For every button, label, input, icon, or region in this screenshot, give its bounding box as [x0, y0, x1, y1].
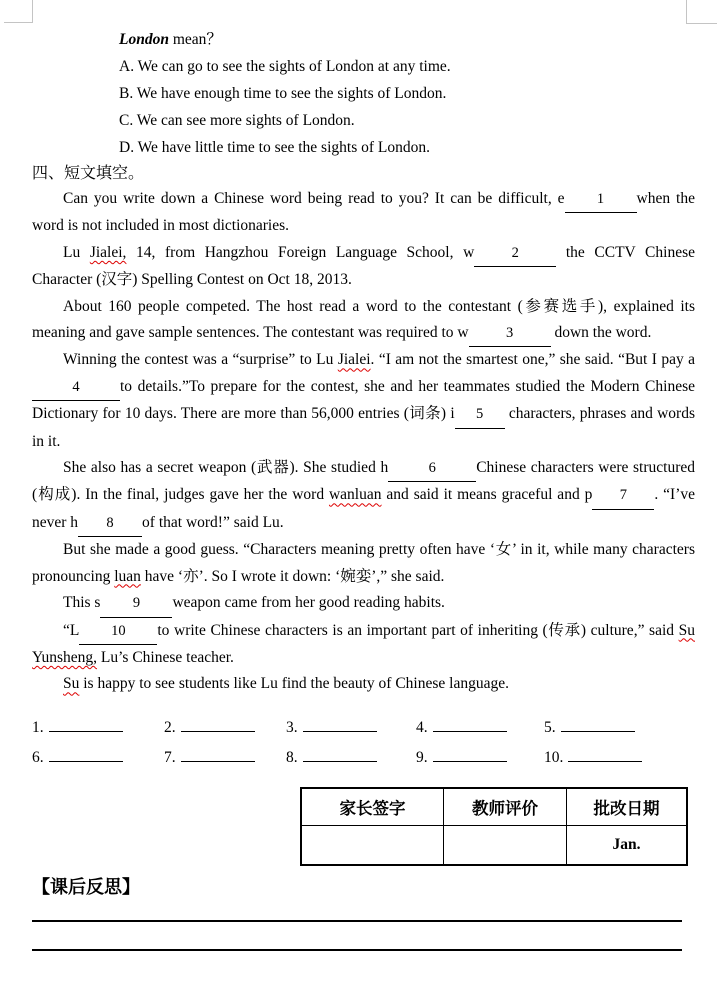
grading-table-header-row: [301, 788, 687, 826]
fill-blank-9[interactable]: 9: [100, 590, 172, 617]
spellcheck-underlined-word: luan: [114, 567, 141, 585]
answer-blank-9[interactable]: [433, 747, 507, 762]
answer-blanks-area: [32, 713, 695, 773]
fill-blank-1[interactable]: 1: [565, 186, 637, 213]
spellcheck-underlined-word: Jialei: [337, 351, 371, 369]
fill-blank-10[interactable]: 10: [79, 618, 157, 645]
reflection-heading: 【课后反思】: [32, 876, 140, 897]
margin-crop-mark-right-vertical: [686, 0, 687, 23]
fill-blank-7[interactable]: 7: [592, 482, 654, 509]
answer-blank-10[interactable]: [568, 747, 642, 762]
answer-item-6: [32, 743, 164, 773]
grading-table: [300, 787, 688, 866]
answer-item-1: [32, 713, 164, 743]
answer-item-10: [544, 743, 642, 773]
question-stem: [119, 26, 695, 53]
answer-number-4: 4.: [416, 718, 428, 736]
reflection-writing-line-1[interactable]: [32, 920, 682, 922]
answer-item-9: [416, 743, 544, 773]
table-header-teacher-evaluation: 教师评价: [444, 788, 567, 826]
margin-crop-mark-left-horizontal: [4, 22, 33, 23]
options-list: [32, 53, 695, 161]
spellcheck-underlined-word: Su Yunsheng,: [32, 621, 695, 666]
answer-number-8: 8.: [286, 748, 298, 766]
answer-blank-1[interactable]: [49, 717, 123, 732]
spellcheck-underlined-word: wanluan: [328, 486, 382, 504]
passage-paragraph: About 160 people competed. The host read a word to the contestant (参赛选手), explained its meaning and gave sample sentences. The contestant was required to w 3 down the word.: [32, 294, 695, 348]
answer-item-2: [164, 713, 286, 743]
question-keyword: London: [119, 31, 169, 48]
passage-paragraph: Lu Jialei, 14, from Hangzhou Foreign Language School, w 2 the CCTV Chinese Character (汉字) Spelling Contest on Oct 18, 2013.: [32, 240, 695, 294]
answer-blank-5[interactable]: [561, 717, 635, 732]
question-stem-text: mean？: [168, 31, 222, 48]
answer-number-7: 7.: [164, 748, 176, 766]
passage-paragraph: “L 10 to write Chinese characters is an important part of inheriting (传承) culture,” said Su Yunsheng, Lu’s Chinese teacher.: [32, 618, 695, 672]
option-B: B. We have enough time to see the sights of London.: [119, 85, 447, 102]
fill-blank-4[interactable]: 4: [32, 374, 120, 401]
answer-number-3: 3.: [286, 718, 298, 736]
fill-blank-8[interactable]: 8: [78, 510, 142, 537]
answer-number-10: 10.: [544, 748, 564, 766]
answer-number-1: 1.: [32, 718, 44, 736]
passage: [32, 186, 695, 698]
answer-blank-3[interactable]: [303, 717, 377, 732]
option-D: D. We have little time to see the sights of London.: [119, 139, 430, 156]
passage-paragraph: Can you write down a Chinese word being read to you? It can be difficult, e 1 when the word is not included in most dictionaries.: [32, 186, 695, 240]
passage-paragraph: This s 9 weapon came from her good reading habits.: [32, 590, 695, 617]
answer-blank-2[interactable]: [181, 717, 255, 732]
grading-table-data-row: [301, 825, 687, 865]
fill-blank-2[interactable]: 2: [474, 240, 556, 267]
margin-crop-mark-right-horizontal: [686, 23, 717, 24]
margin-crop-mark-left-vertical: [32, 0, 33, 22]
reflection-writing-line-2[interactable]: [32, 949, 682, 951]
answer-number-2: 2.: [164, 718, 176, 736]
fill-blank-3[interactable]: 3: [469, 320, 551, 347]
answer-item-5: [544, 713, 635, 743]
table-header-correction-date: 批改日期: [567, 788, 688, 826]
correction-date-cell: Jan.: [567, 825, 688, 865]
spellcheck-underlined-word: Jialei,: [89, 243, 127, 261]
answer-number-9: 9.: [416, 748, 428, 766]
section-heading: 四、短文填空。: [32, 165, 145, 182]
answer-item-8: [286, 743, 416, 773]
answer-number-5: 5.: [544, 718, 556, 736]
answer-blank-7[interactable]: [181, 747, 255, 762]
answer-blank-6[interactable]: [49, 747, 123, 762]
spellcheck-underlined-word: Su: [63, 675, 80, 693]
answer-row-2: [32, 743, 695, 773]
passage-paragraph: But she made a good guess. “Characters meaning pretty often have ‘女’ in it, while many characters pronouncing luan have ‘亦’. So I wrote it down: ‘婉娈’,” she said.: [32, 541, 695, 585]
answer-number-6: 6.: [32, 748, 44, 766]
answer-row-1: [32, 713, 695, 743]
teacher-evaluation-cell[interactable]: [444, 825, 567, 865]
answer-blank-8[interactable]: [303, 747, 377, 762]
option-A: A. We can go to see the sights of London at any time.: [119, 58, 451, 75]
fill-blank-6[interactable]: 6: [388, 455, 476, 482]
passage-paragraph: Su is happy to see students like Lu find the beauty of Chinese language.: [63, 675, 509, 693]
answer-blank-4[interactable]: [433, 717, 507, 732]
answer-item-3: [286, 713, 416, 743]
answer-item-4: [416, 713, 544, 743]
passage-paragraph: She also has a secret weapon (武器). She studied h 6 Chinese characters were structured (构成). In the final, judges gave her the word wanluan and said it means graceful and p 7 . “I’ve never h 8 of that word!” said Lu.: [32, 455, 695, 537]
fill-blank-5[interactable]: 5: [455, 401, 505, 428]
table-header-parent-signature: 家长签字: [301, 788, 444, 826]
option-C: C. We can see more sights of London.: [119, 112, 355, 129]
parent-signature-cell[interactable]: [301, 825, 444, 865]
answer-item-7: [164, 743, 286, 773]
passage-paragraph: Winning the contest was a “surprise” to Lu Jialei. “I am not the smartest one,” she said. “But I pay a4 to details.”To prepare for the contest, she and her teammates studied the Modern Chinese Dictionary for 10 days. There are more than 56,000 entries (词条) i 5 characters, phrases and words in it.: [32, 351, 696, 450]
